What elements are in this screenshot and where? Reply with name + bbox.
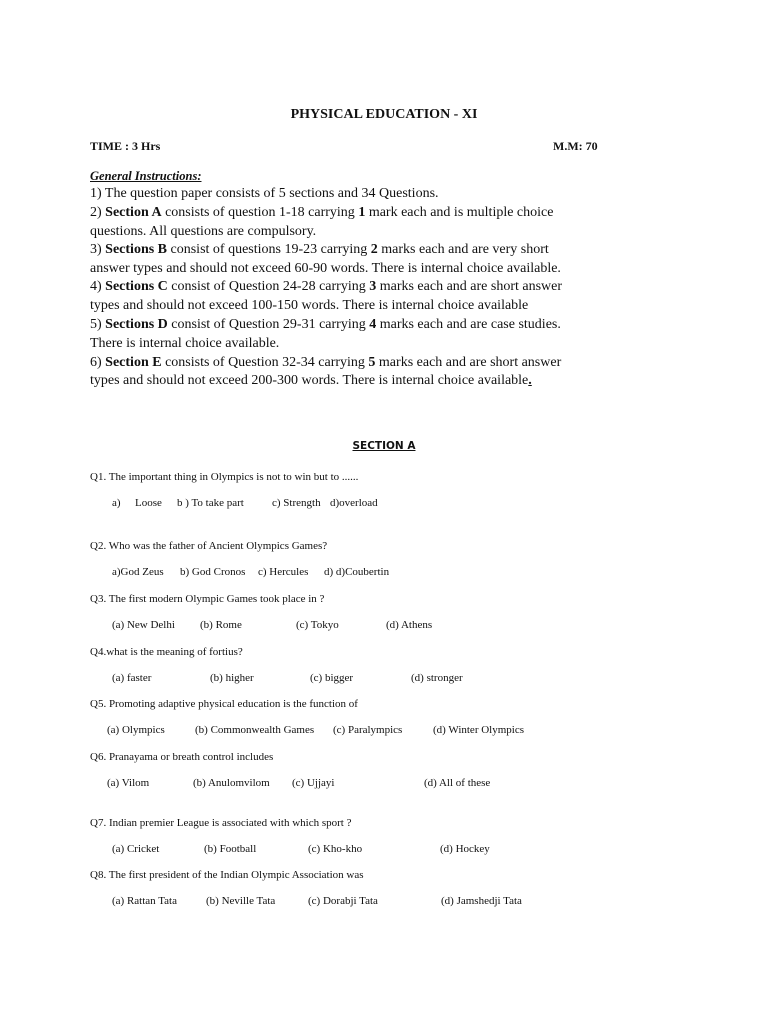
question-1: Q1. The important thing in Olympics is not to win but to ...... <box>90 471 359 483</box>
instruction-section: Sections B <box>105 242 168 257</box>
max-marks-label: M.M: 70 <box>553 139 598 153</box>
instruction-text: mark each and is multiple choice <box>365 205 554 220</box>
instruction-6 <box>90 355 561 371</box>
option-8-b: (b) Neville Tata <box>206 895 276 907</box>
instruction-2-cont: questions. All questions are compulsory. <box>90 224 317 239</box>
instruction-3-cont: answer types and should not exceed 60-90 words. There is internal choice available. <box>90 261 561 276</box>
option-7-d: (d) Hockey <box>440 843 490 855</box>
option-1-c: c) Strength <box>272 497 321 509</box>
option-7-b: (b) Football <box>204 843 257 855</box>
instruction-text: consists of question 1-18 carrying <box>161 205 359 220</box>
instruction-2 <box>90 205 553 221</box>
instructions-heading: General Instructions: <box>90 169 202 183</box>
instruction-section: Sections D <box>105 317 168 332</box>
instruction-5-cont: There is internal choice available. <box>90 336 280 351</box>
option-3-a: (a) New Delhi <box>112 619 175 631</box>
option-5-c: (c) Paralympics <box>333 724 403 736</box>
option-4-c: (c) bigger <box>310 672 354 684</box>
option-8-c: (c) Dorabji Tata <box>308 895 378 907</box>
option-8-a: (a) Rattan Tata <box>112 895 177 907</box>
option-4-b: (b) higher <box>210 672 254 684</box>
option-7-c: (c) Kho-kho <box>308 843 363 855</box>
option-5-d: (d) Winter Olympics <box>433 724 525 736</box>
instruction-text: consist of Question 24-28 carrying <box>167 279 370 294</box>
instruction-text: 2) <box>90 205 106 220</box>
option-2-d: d) d)Coubertin <box>324 566 390 578</box>
instruction-section: Section E <box>105 355 162 370</box>
instruction-text: marks each and are case studies. <box>376 317 561 332</box>
instruction-section: Sections C <box>105 279 168 294</box>
instruction-marks: 3 <box>369 279 377 294</box>
option-6-b: (b) Anulomvilom <box>193 777 270 789</box>
option-1-b: b ) To take part <box>177 497 244 509</box>
option-3-c: (c) Tokyo <box>296 619 339 631</box>
instruction-period: . <box>528 373 532 388</box>
option-5-a: (a) Olympics <box>107 724 165 736</box>
section-a-heading: SECTION A <box>352 440 416 452</box>
time-label: TIME : 3 Hrs <box>90 139 161 153</box>
instruction-text: 3) <box>90 242 106 257</box>
option-1-d: d)overload <box>330 497 378 509</box>
option-6-c: (c) Ujjayi <box>292 777 335 789</box>
option-5-b: (b) Commonwealth Games <box>195 724 315 736</box>
option-8-d: (d) Jamshedji Tata <box>441 895 522 907</box>
option-6-a: (a) Vilom <box>107 777 150 789</box>
option-1-a-marker: a) <box>112 497 121 509</box>
instruction-text: 6) <box>90 355 106 370</box>
instruction-marks: 4 <box>369 317 377 332</box>
instruction-4 <box>90 279 562 295</box>
instruction-text: 4) <box>90 279 106 294</box>
option-3-d: (d) Athens <box>386 619 433 631</box>
question-3: Q3. The first modern Olympic Games took place in ? <box>90 593 325 605</box>
option-4-a: (a) faster <box>112 672 152 684</box>
option-1-a: Loose <box>135 497 162 509</box>
instruction-5 <box>90 317 561 333</box>
option-4-d: (d) stronger <box>411 672 463 684</box>
instruction-marks: 1 <box>358 205 366 220</box>
option-6-d: (d) All of these <box>424 777 491 789</box>
instruction-6-cont <box>90 373 532 389</box>
instruction-marks: 2 <box>370 242 378 257</box>
instruction-text: marks each and are very short <box>377 242 549 257</box>
option-2-b: b) God Cronos <box>180 566 246 578</box>
instruction-text: consists of Question 32-34 carrying <box>161 355 369 370</box>
instruction-text: types and should not exceed 200-300 words. There is internal choice available <box>90 373 529 388</box>
instruction-text: consist of Question 29-31 carrying <box>167 317 370 332</box>
instruction-4-cont: types and should not exceed 100-150 words. There is internal choice available <box>90 298 529 313</box>
instruction-text: marks each and are short answer <box>376 279 563 294</box>
question-4: Q4.what is the meaning of fortius? <box>90 646 243 658</box>
option-2-a: a)God Zeus <box>112 566 164 578</box>
question-5: Q5. Promoting adaptive physical education is the function of <box>90 698 358 710</box>
instruction-3 <box>90 242 549 258</box>
instruction-text: consist of questions 19-23 carrying <box>167 242 371 257</box>
question-6: Q6. Pranayama or breath control includes <box>90 751 274 763</box>
question-7: Q7. Indian premier League is associated with which sport ? <box>90 817 352 829</box>
instruction-text: marks each and are short answer <box>375 355 562 370</box>
instruction-marks: 5 <box>368 355 376 370</box>
page-title: PHYSICAL EDUCATION - XI <box>290 107 478 122</box>
question-8: Q8. The first president of the Indian Olympic Association was <box>90 869 364 881</box>
instruction-section: Section A <box>105 205 162 220</box>
instruction-text: 5) <box>90 317 106 332</box>
option-7-a: (a) Cricket <box>112 843 160 855</box>
option-3-b: (b) Rome <box>200 619 242 631</box>
option-2-c: c) Hercules <box>258 566 309 578</box>
question-2: Q2. Who was the father of Ancient Olympics Games? <box>90 540 328 552</box>
instruction-text: 1) The question paper consists of 5 sections and 34 Questions. <box>90 186 439 201</box>
instruction-1 <box>90 186 439 202</box>
